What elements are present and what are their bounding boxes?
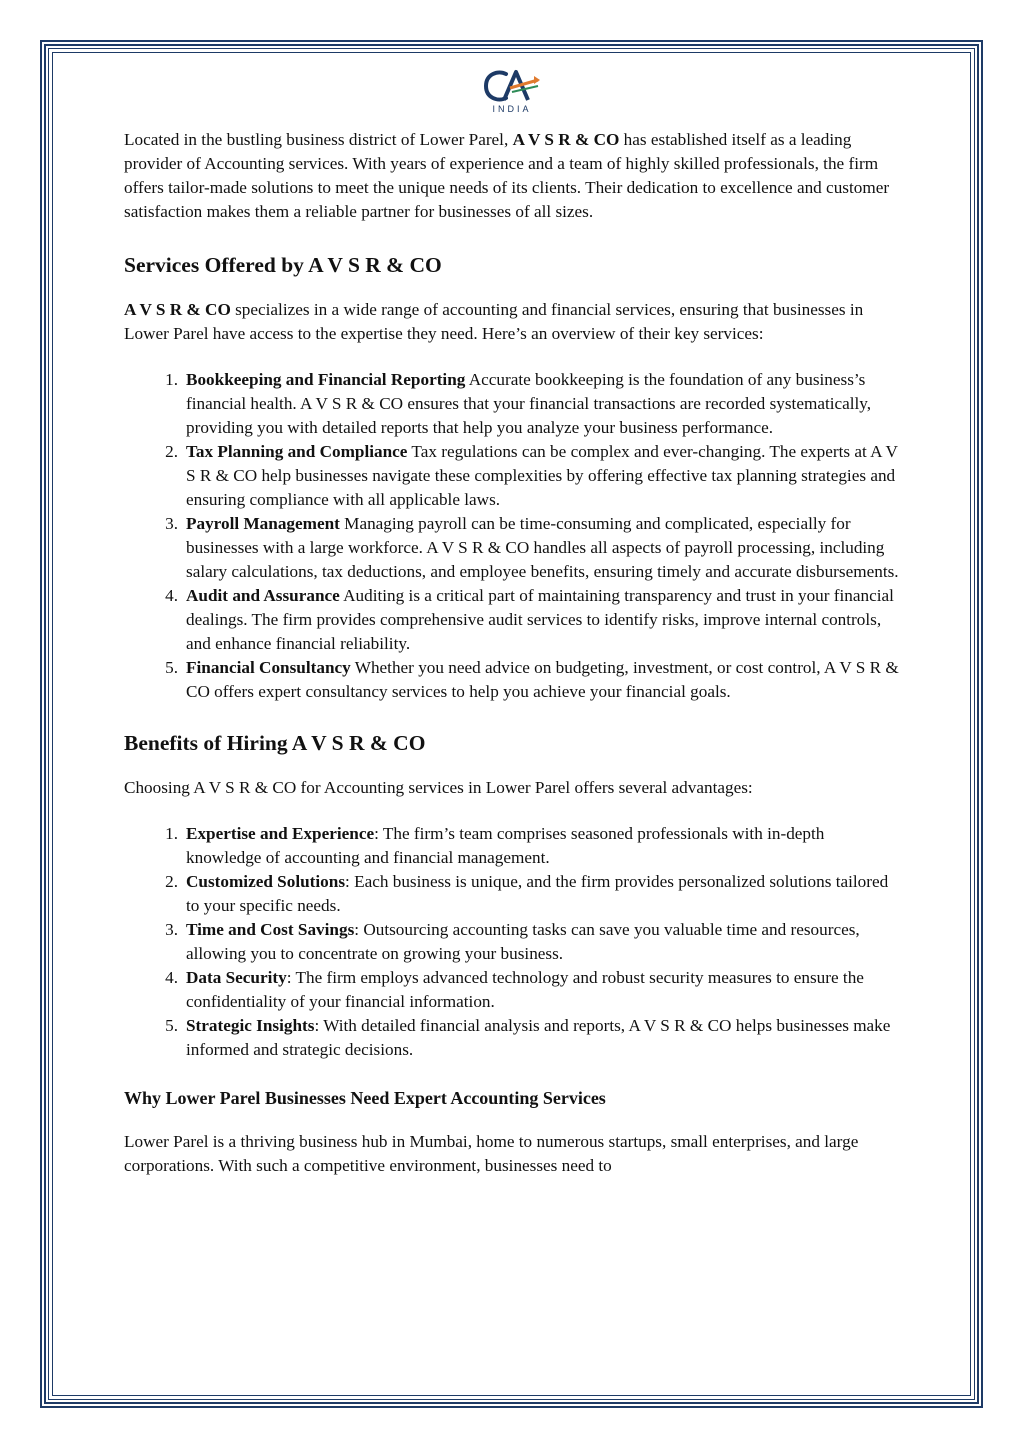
services-heading: Services Offered by A V S R & CO xyxy=(124,253,442,277)
list-item: 1. Bookkeeping and Financial Reporting Accurate bookkeeping is the foundation of any business’s financial health. A V S R & CO ensures that your financial transactions are recorded systematically, providing you with detailed reports that help you analyze your business performance. xyxy=(165,370,872,437)
company-name: A V S R & CO xyxy=(512,130,620,149)
services-intro: A V S R & CO specializes in a wide range of accounting and financial services, ensuring that businesses in Lower Parel have access to the expertise they need. Here’s an overview of their key services: xyxy=(124,300,864,343)
list-item: 5. Strategic Insights: With detailed financial analysis and reports, A V S R & CO helps businesses make informed and strategic decisions. xyxy=(165,1016,891,1059)
ca-india-logo xyxy=(480,66,544,118)
list-item: 3. Time and Cost Savings: Outsourcing accounting tasks can save you valuable time and resources, allowing you to concentrate on growing your business. xyxy=(165,920,860,963)
services-list xyxy=(124,368,904,704)
list-item: 2. Customized Solutions: Each business is unique, and the firm provides personalized solutions tailored to your specific needs. xyxy=(165,872,889,915)
list-item: 3. Payroll Management Managing payroll can be time-consuming and complicated, especially for businesses with a large workforce. A V S R & CO handles all aspects of payroll processing, including salary calculations, tax deductions, and employee benefits, ensuring timely and accurate disbursements. xyxy=(165,514,899,581)
why-paragraph: Lower Parel is a thriving business hub in Mumbai, home to numerous startups, small enterprises, and large corporations. With such a competitive environment, businesses need to xyxy=(124,1132,859,1175)
logo-subtitle: INDIA xyxy=(492,104,532,114)
benefits-list xyxy=(124,822,904,1062)
list-item: 1. Expertise and Experience: The firm’s team comprises seasoned professionals with in-depth knowledge of accounting and financial management. xyxy=(165,824,825,867)
list-item: 2. Tax Planning and Compliance Tax regulations can be complex and ever-changing. The experts at A V S R & CO help businesses navigate these complexities by offering effective tax planning strategies and ensuring compliance with all applicable laws. xyxy=(165,442,898,509)
why-heading: Why Lower Parel Businesses Need Expert Accounting Services xyxy=(124,1088,606,1108)
ca-logo-mark-icon xyxy=(480,66,544,106)
list-item: 4. Data Security: The firm employs advanced technology and robust security measures to ensure the confidentiality of your financial information. xyxy=(165,968,864,1011)
benefits-intro: Choosing A V S R & CO for Accounting services in Lower Parel offers several advantages: xyxy=(124,778,753,797)
list-item: 5. Financial Consultancy Whether you need advice on budgeting, investment, or cost control, A V S R & CO offers expert consultancy services to help you achieve your financial goals. xyxy=(165,658,899,701)
list-item: 4. Audit and Assurance Auditing is a critical part of maintaining transparency and trust in your financial dealings. The firm provides comprehensive audit services to identify risks, improve internal controls, and enhance financial reliability. xyxy=(165,586,894,653)
document-body xyxy=(124,128,904,1178)
benefits-heading: Benefits of Hiring A V S R & CO xyxy=(124,731,426,755)
intro-paragraph: Located in the bustling business district of Lower Parel, A V S R & CO has established itself as a leading provider of Accounting services. With years of experience and a team of highly skilled professionals, the firm offers tailor-made solutions to meet the unique needs of its clients. Their dedication to excellence and customer satisfaction makes them a reliable partner for businesses of all sizes. xyxy=(124,130,890,221)
